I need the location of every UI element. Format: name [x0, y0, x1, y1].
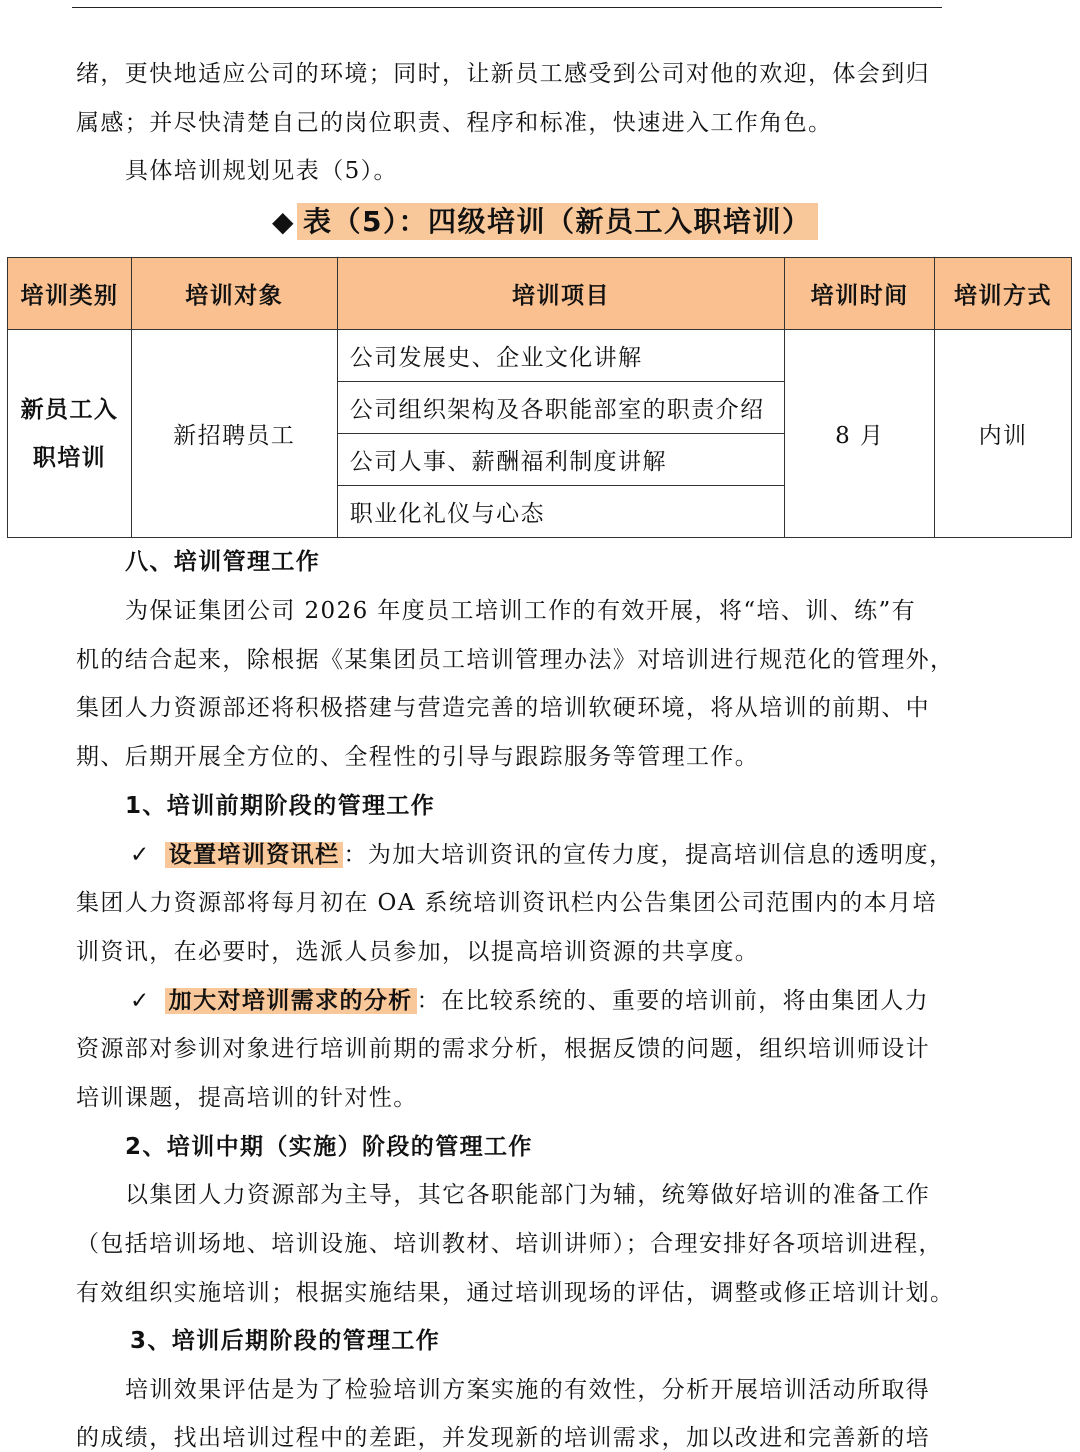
table-title-text: 表（5）：四级培训（新员工入职培训）: [297, 203, 818, 240]
paragraph-line: 绪，更快地适应公司的环境；同时，让新员工感受到公司对他的欢迎，体会到归: [76, 61, 930, 87]
cell-item: 公司组织架构及各职能部室的职责介绍: [337, 382, 785, 434]
cell-item: 职业化礼仪与心态: [337, 486, 785, 538]
paragraph-line: 资源部对参训对象进行培训前期的需求分析，根据反馈的问题，组织培训师设计: [76, 1036, 930, 1062]
paragraph-line: 培训效果评估是为了检验培训方案实施的有效性，分析开展培训活动所取得: [125, 1377, 931, 1403]
paragraph-line: 集团人力资源部将每月初在 OA 系统培训资讯栏内公告集团公司范围内的本月培: [76, 890, 937, 916]
paragraph-line: 的成绩，找出培训过程中的差距，并发现新的培训需求，加以改进和完善新的培: [76, 1425, 930, 1451]
header-items: 培训项目: [337, 258, 785, 330]
subsection-heading: 2、培训中期（实施）阶段的管理工作: [125, 1134, 533, 1160]
subsection-heading: 1、培训前期阶段的管理工作: [125, 793, 436, 819]
paragraph-line: 训资讯，在必要时，选派人员参加，以提高培训资源的共享度。: [76, 939, 760, 965]
paragraph-line: 属感；并尽快清楚自己的岗位职责、程序和标准，快速进入工作角色。: [76, 110, 833, 136]
table-title: [272, 200, 818, 240]
paragraph-line: 期、后期开展全方位的、全程性的引导与跟踪服务等管理工作。: [76, 744, 760, 770]
paragraph-line: 机的结合起来，除根据《某集团员工培训管理办法》对培训进行规范化的管理外，: [76, 647, 955, 673]
cell-method: 内训: [935, 330, 1072, 538]
training-table: [7, 257, 1072, 538]
highlight-term: 设置培训资讯栏: [165, 842, 344, 868]
category-line: 新员工入: [20, 396, 119, 423]
cell-target: 新招聘员工: [131, 330, 337, 538]
header-rule: [72, 7, 942, 8]
header-method: 培训方式: [935, 258, 1072, 330]
cell-item: 公司人事、薪酬福利制度讲解: [337, 434, 785, 486]
paragraph-text: ：为加大培训资讯的宣传力度，提高培训信息的透明度，: [343, 842, 954, 868]
section-heading: 八、培训管理工作: [125, 549, 321, 575]
table-header-row: [8, 258, 1072, 330]
cell-time: 8 月: [785, 330, 935, 538]
cell-item: 公司发展史、企业文化讲解: [337, 330, 785, 382]
paragraph-line: 有效组织实施培训；根据实施结果，通过培训现场的评估，调整或修正培训计划。: [76, 1280, 955, 1306]
paragraph-line: 为保证集团公司 2026 年度员工培训工作的有效开展，将“培、训、练”有: [125, 598, 917, 624]
checkmark-icon: ✓: [130, 988, 151, 1014]
category-line: 职培训: [32, 444, 107, 471]
paragraph-line: 培训课题，提高培训的针对性。: [76, 1085, 418, 1111]
header-category: 培训类别: [8, 258, 132, 330]
paragraph-line: 集团人力资源部还将积极搭建与营造完善的培训软硬环境，将从培训的前期、中: [76, 695, 930, 721]
cell-category: [8, 330, 132, 538]
checkmark-icon: ✓: [130, 842, 151, 868]
paragraph-line: （包括培训场地、培训设施、培训教材、培训讲师）；合理安排好各项培训进程，: [76, 1231, 943, 1257]
table-row: [8, 330, 1072, 382]
highlight-term: 加大对培训需求的分析: [165, 988, 417, 1014]
checklist-item: [130, 982, 929, 1015]
header-time: 培训时间: [785, 258, 935, 330]
checklist-item: [130, 836, 953, 869]
diamond-icon: ◆: [272, 205, 296, 238]
paragraph-text: ：在比较系统的、重要的培训前，将由集团人力: [416, 988, 930, 1014]
paragraph-line: 以集团人力资源部为主导，其它各职能部门为辅，统筹做好培训的准备工作: [125, 1182, 931, 1208]
paragraph-line: 具体培训规划见表（5）。: [125, 158, 398, 184]
subsection-heading: 3、培训后期阶段的管理工作: [130, 1328, 441, 1354]
header-target: 培训对象: [131, 258, 337, 330]
